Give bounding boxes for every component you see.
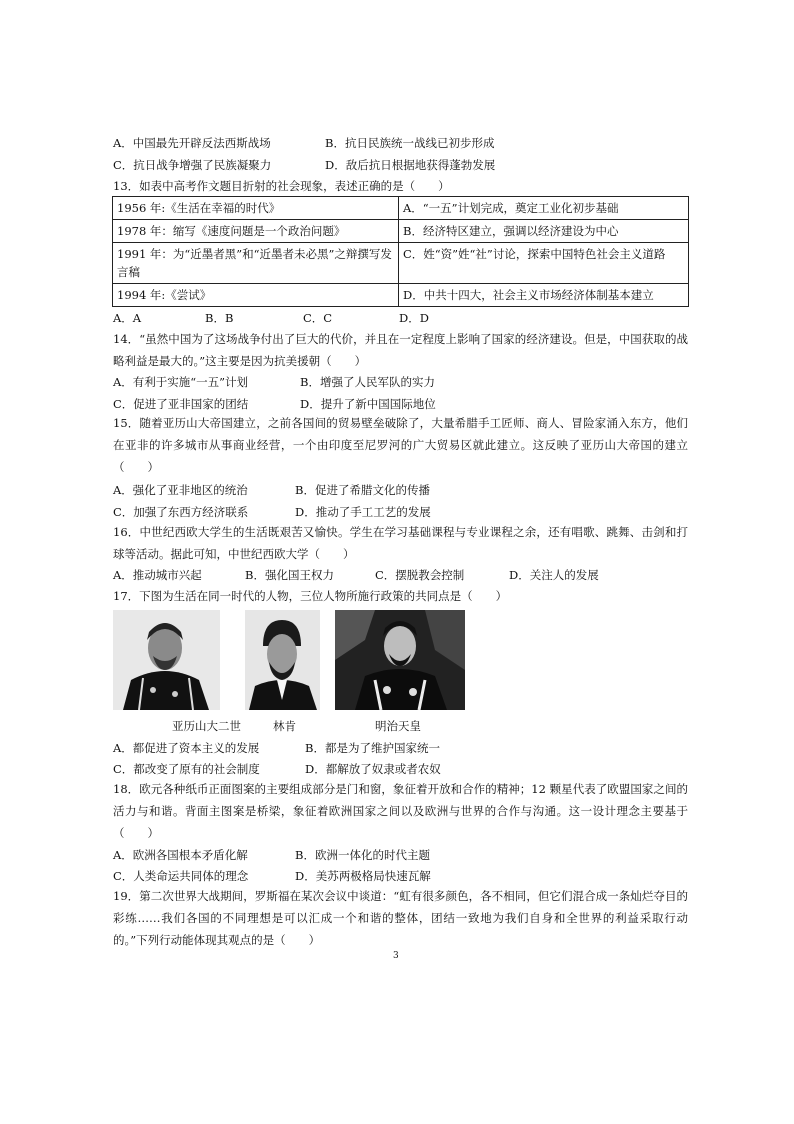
table-cell: A．“一五”计划完成，奠定工业化初步基础	[399, 197, 689, 220]
table-row	[113, 284, 689, 307]
q16-option-c: C．摆脱教会控制	[375, 568, 465, 582]
q15-option-a: A．强化了亚非地区的统治	[113, 483, 248, 497]
table-cell: 1991 年：为“近墨者黑”和“近墨者未必黑”之辩撰写发言稿	[113, 243, 399, 284]
q14-stem: 14．“虽然中国为了这场战争付出了巨大的代价，并且在一定程度上影响了国家的经济建设。但是，中国获取的战略利益是最大的。”这主要是因为抗美援朝（ ）	[113, 332, 688, 368]
table-cell: 1978 年：缩写《速度问题是一个政治问题》	[113, 220, 399, 243]
q13-option-b: B．B	[205, 311, 234, 325]
q18-option-a: A．欧洲各国根本矛盾化解	[113, 848, 248, 862]
q17-stem: 17．下图为生活在同一时代的人物，三位人物所施行政策的共同点是（ ）	[113, 589, 508, 603]
table-row	[113, 220, 689, 243]
table-row	[113, 243, 689, 284]
q18-stem: 18．欧元各种纸币正面图案的主要组成部分是门和窗，象征着开放和合作的精神；12 颗星代表了欧盟国家之间的活力与和谐。背面主图案是桥梁，象征着欧洲国家之间以及欧洲与世界的合作与沟通。这一设计理念主要基于（ ）	[113, 782, 688, 840]
q13-stem: 13．如表中高考作文题目折射的社会现象，表述正确的是（ ）	[113, 179, 450, 193]
q13-table	[112, 196, 689, 307]
q14-option-a: A．有利于实施“一五”计划	[113, 375, 249, 389]
page-number: 3	[393, 951, 399, 961]
table-cell: D．中共十四大，社会主义市场经济体制基本建立	[399, 284, 689, 307]
q17-option-d: D．都解放了奴隶或者农奴	[305, 762, 441, 776]
table-cell: 1994 年:《尝试》	[113, 284, 399, 307]
table-row	[113, 197, 689, 220]
q13-option-d: D．D	[399, 311, 429, 325]
q14-option-c: C．促进了亚非国家的团结	[113, 397, 249, 411]
q19-stem: 19．第二次世界大战期间，罗斯福在某次会议中谈道：“虹有很多颜色，各不相同，但它们混合成一条灿烂夺目的彩练……我们各国的不同理想是可以汇成一个和谐的整体，团结一致地为我们自身和全世界的利益采取行动的。”下列行动能体现其观点的是（ ）	[113, 889, 688, 947]
q12-option-d: D．敌后抗日根据地获得蓬勃发展	[325, 158, 496, 172]
q18-option-d: D．美苏两极格局快速瓦解	[295, 869, 431, 883]
q18-option-b: B．欧洲一体化的时代主题	[295, 848, 430, 862]
q15-option-d: D．推动了手工工艺的发展	[295, 505, 431, 519]
q13-option-c: C．C	[303, 311, 333, 325]
q16-option-d: D．关注人的发展	[509, 568, 599, 582]
q15-stem: 15．随着亚历山大帝国建立，之前各国间的贸易壁垒破除了，大量希腊手工匠师、商人、冒险家涌入东方，他们在亚非的许多城市从事商业经营，一个由印度至尼罗河的广大贸易区就此建立。这反映了亚历山大帝国的建立（ ）	[113, 416, 688, 474]
q12-option-b: B．抗日民族统一战线已初步形成	[325, 136, 495, 150]
q17-option-a: A．都促进了资本主义的发展	[113, 741, 260, 755]
q14-option-d: D．提升了新中国国际地位	[300, 397, 436, 411]
q16-stem: 16．中世纪西欧大学生的生活既艰苦又愉快。学生在学习基础课程与专业课程之余，还有唱歌、跳舞、击剑和打球等活动。据此可知，中世纪西欧大学（ ）	[113, 525, 688, 561]
portrait-meiji-emperor	[335, 610, 465, 710]
q18-option-c: C．人类命运共同体的理念	[113, 869, 249, 883]
q12-option-c: C．抗日战争增强了民族凝聚力	[113, 158, 272, 172]
q15-option-c: C．加强了东西方经济联系	[113, 505, 249, 519]
q16-option-a: A．推动城市兴起	[113, 568, 202, 582]
caption-alexander-ii: 亚历山大二世	[172, 719, 241, 733]
table-cell: B．经济特区建立，强调以经济建设为中心	[399, 220, 689, 243]
table-cell: 1956 年:《生活在幸福的时代》	[113, 197, 399, 220]
q15-option-b: B．促进了希腊文化的传播	[295, 483, 430, 497]
q16-option-b: B．强化国王权力	[245, 568, 334, 582]
caption-lincoln: 林肯	[273, 719, 296, 733]
caption-meiji-emperor: 明治天皇	[375, 719, 421, 733]
q17-option-b: B．都是为了维护国家统一	[305, 741, 440, 755]
q13-option-a: A．A	[113, 311, 142, 325]
table-cell: C．姓“资”姓“社”讨论，探索中国特色社会主义道路	[399, 243, 689, 284]
q17-option-c: C．都改变了原有的社会制度	[113, 762, 260, 776]
portrait-alexander-ii	[113, 610, 220, 710]
q14-option-b: B．增强了人民军队的实力	[300, 375, 435, 389]
q12-option-a: A．中国最先开辟反法西斯战场	[113, 136, 271, 150]
portrait-lincoln	[245, 610, 320, 710]
